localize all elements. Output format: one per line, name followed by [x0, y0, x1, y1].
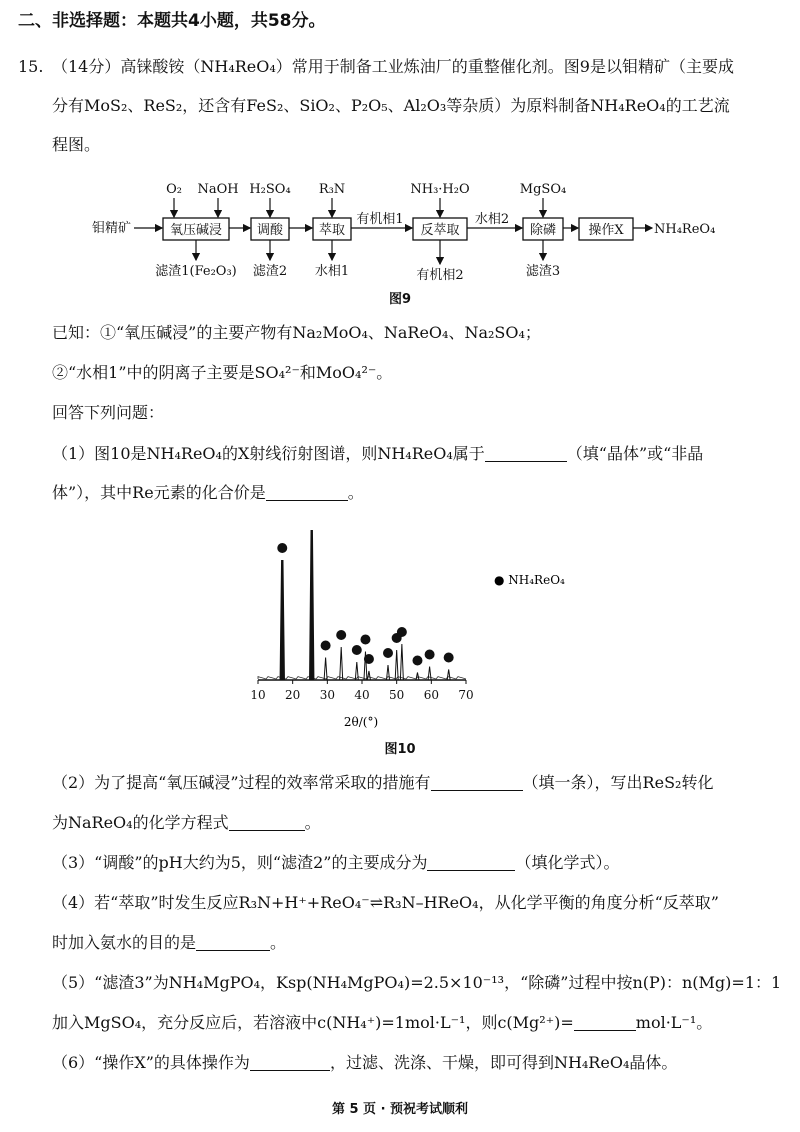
output-residue2: 滤渣2: [252, 264, 288, 279]
input-h2so4: H₂SO₄: [249, 182, 291, 197]
q1-blank-crystal[interactable]: [485, 443, 567, 462]
xrd-peak: [428, 667, 431, 681]
answer-prompt: 回答下列问题：: [52, 403, 165, 422]
xrd-peak: [281, 560, 284, 680]
input-r3n: R₃N: [318, 182, 346, 197]
q2-blank-equation[interactable]: [229, 812, 305, 831]
x-tick-group: [250, 680, 473, 702]
q1-text-b: （填“晶体”或“非晶: [566, 444, 704, 463]
q1-text-a: （1）图10是NH₄ReO₄的X射线衍射图谱，则NH₄ReO₄属于: [52, 444, 485, 463]
xrd-peak: [400, 644, 403, 680]
box-label-5: 操作X: [588, 223, 624, 238]
page-footer: 第 5 页 · 预祝考试顺利: [331, 1102, 469, 1117]
section-header: 二、非选择题：本题共4小题，共58分。: [18, 11, 326, 31]
legend-entry: ● NH₄ReO₄: [494, 573, 565, 587]
q2-blank-measure[interactable]: [431, 772, 523, 791]
q4-text-b: 时加入氨水的目的是: [52, 933, 197, 952]
q1-text-c: 体”），其中Re元素的化合价是: [52, 483, 266, 502]
q6-blank-operation[interactable]: [250, 1052, 330, 1071]
nh4reo4-marker: [360, 635, 370, 645]
x-tick-label: 30: [319, 688, 335, 702]
x-tick-label: 20: [285, 688, 301, 702]
xrd-peak: [367, 671, 370, 680]
xrd-chart: [236, 522, 586, 732]
q5-line2: [52, 1006, 712, 1040]
xrd-baseline-noise: [258, 677, 466, 679]
flow-end: NH₄ReO₄: [654, 222, 716, 237]
input-naoh: NaOH: [197, 182, 239, 197]
process-flow-diagram: [90, 176, 730, 306]
link-aqueous-phase-2: 水相2: [474, 212, 510, 227]
q2-text-b: （填一条），写出ReS₂转化: [522, 773, 714, 792]
q1-blank-valence[interactable]: [266, 482, 348, 501]
q3-text-b: （填化学式）。: [515, 853, 620, 872]
q2-text-d: 。: [304, 813, 321, 832]
xrd-peak: [340, 647, 343, 680]
box-label-0: 氧压碱浸: [169, 223, 223, 238]
flow-start: 钼精矿: [92, 221, 132, 236]
question-number: 15.: [18, 57, 44, 76]
q2-line1: [52, 766, 713, 800]
nh4reo4-marker: [397, 627, 407, 637]
question-intro-line3: 程图。: [52, 135, 101, 154]
x-tick-label: 10: [250, 688, 266, 702]
question-intro-line1: （14分）高铼酸铵（NH₄ReO₄）常用于制备工业炼油厂的重整催化剂。图9是以钼精矿（主要成: [52, 57, 734, 76]
q4-line1: （4）若“萃取”时发生反应R₃N+H⁺+ReO₄⁻⇌R₃N–HReO₄，从化学平衡的角度分析“反萃取”: [52, 893, 719, 912]
nh4reo4-marker: [383, 648, 393, 658]
xrd-peak: [447, 670, 450, 681]
x-tick-label: 40: [354, 688, 370, 702]
nh4reo4-marker: [277, 543, 287, 553]
output-residue3: 滤渣3: [525, 264, 561, 279]
q1-line2: [52, 476, 364, 510]
q3-text-a: （3）“调酸”的pH大约为5，则“滤渣2”的主要成分为: [52, 853, 428, 872]
xrd-peak: [395, 650, 398, 680]
q5-text-b: 加入MgSO₄，充分反应后，若溶液中c(NH₄⁺)=1mol·L⁻¹，则c(Mg²⁺)=: [52, 1013, 574, 1032]
nh4reo4-marker: [352, 645, 362, 655]
figure9-caption: 图9: [388, 292, 412, 307]
nh4reo4-marker: [336, 630, 346, 640]
q5-text-c: mol·L⁻¹。: [635, 1013, 713, 1032]
figure10-caption: 图10: [384, 742, 416, 757]
q4-text-c: 。: [270, 933, 287, 952]
output-residue1: 滤渣1(Fe₂O₃): [155, 264, 237, 279]
q1-text-d: 。: [347, 483, 364, 502]
box-label-1: 调酸: [256, 223, 284, 238]
x-tick-label: 70: [458, 688, 474, 702]
q6-text-b: ，过滤、洗涤、干燥，即可得到NH₄ReO₄晶体。: [329, 1053, 678, 1072]
q3-blank-residue2[interactable]: [427, 852, 515, 871]
input-o2: O₂: [166, 182, 182, 197]
xrd-peak: [324, 658, 327, 681]
link-organic-phase-1: 有机相1: [356, 212, 404, 227]
x-axis-label: 2θ/(°): [343, 715, 379, 729]
q4-blank-purpose[interactable]: [196, 932, 270, 951]
question-intro-line2: 分有MoS₂、ReS₂，还含有FeS₂、SiO₂、P₂O₅、Al₂O₃等杂质）为原料制备NH₄ReO₄的工艺流: [52, 96, 730, 115]
input-mgso4: MgSO₄: [519, 182, 567, 197]
nh4reo4-marker: [425, 650, 435, 660]
x-tick-label: 60: [423, 688, 439, 702]
q5-line1: （5）“滤渣3”为NH₄MgPO₄，Ksp(NH₄MgPO₄)=2.5×10⁻¹³，“除磷”过程中按n(P)：n(Mg)=1：1: [52, 973, 782, 992]
q2-line2: [52, 806, 321, 840]
box-label-2: 萃取: [318, 223, 346, 238]
q3-line: [52, 846, 619, 880]
xrd-peak: [416, 673, 419, 681]
box-label-3: 反萃取: [420, 223, 460, 238]
xrd-peak: [310, 530, 313, 680]
known-line2: ②“水相1”中的阴离子主要是SO₄²⁻和MoO₄²⁻。: [52, 363, 393, 382]
nh4reo4-marker: [444, 653, 454, 663]
q2-text-a: （2）为了提高“氧压碱浸”过程的效率常采取的措施有: [52, 773, 431, 792]
nh4reo4-marker: [321, 641, 331, 651]
xrd-plot-area: [258, 530, 466, 680]
xrd-peak: [355, 662, 358, 680]
nh4reo4-marker: [412, 656, 422, 666]
q2-text-c: 为NaReO₄的化学方程式: [52, 813, 229, 832]
nh4reo4-marker: [364, 654, 374, 664]
q6-text-a: （6）“操作X”的具体操作为: [52, 1053, 250, 1072]
output-organic2: 有机相2: [416, 268, 464, 283]
output-aqueous1: 水相1: [314, 264, 350, 279]
q4-line2: [52, 926, 286, 960]
q5-blank-mg-conc[interactable]: [574, 1012, 636, 1031]
x-tick-label: 50: [389, 688, 405, 702]
xrd-peak: [387, 665, 390, 680]
known-line1: 已知：①“氧压碱浸”的主要产物有Na₂MoO₄、NaReO₄、Na₂SO₄；: [52, 323, 541, 342]
box-label-4: 除磷: [529, 223, 557, 238]
input-ammonia: NH₃·H₂O: [410, 182, 470, 197]
q6-line: [52, 1046, 677, 1080]
q1-line1: [52, 437, 703, 471]
